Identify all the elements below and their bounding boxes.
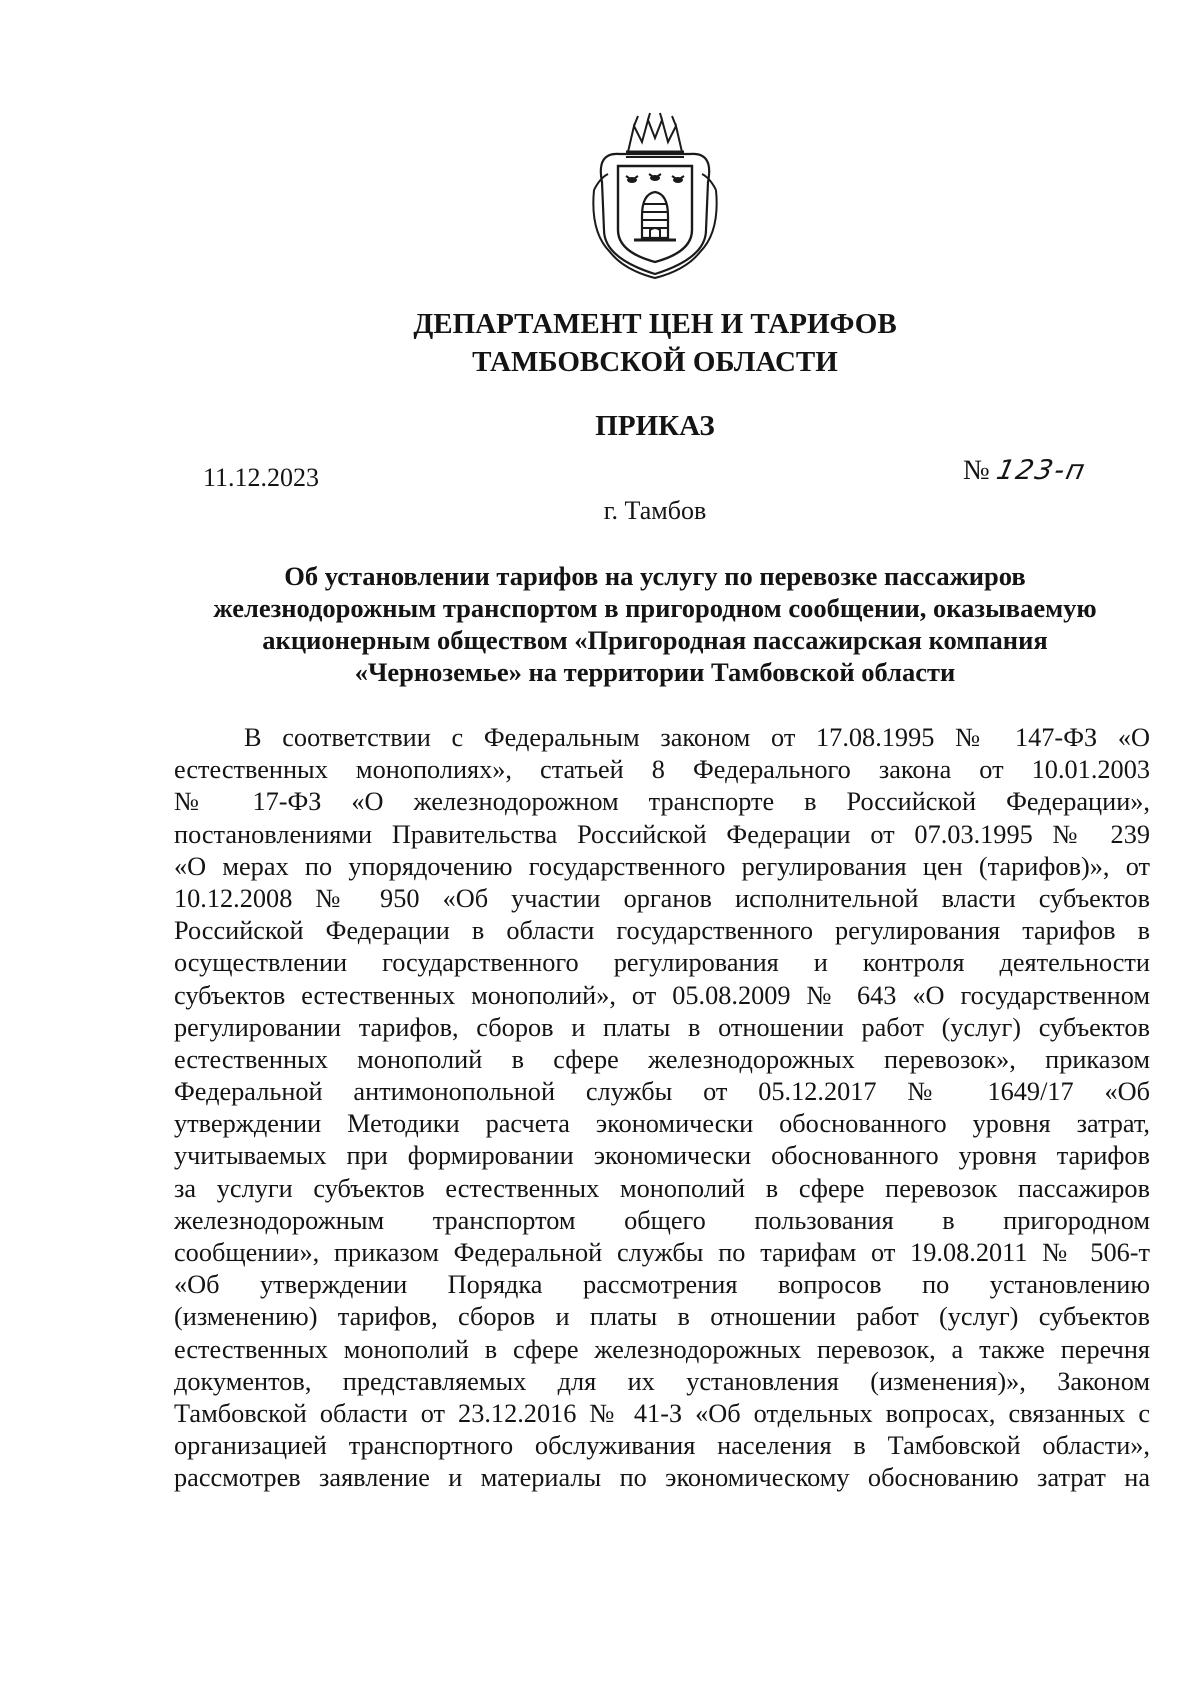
document-heading (180, 560, 1130, 688)
document-body (174, 722, 1150, 1495)
body-line: постановлениями Правительства Российской Федерации от 07.03.1995 № 239 (174, 819, 1150, 849)
body-line: естественных монополиях», статьей 8 Федерального закона от 10.01.2003 (174, 755, 1150, 785)
body-line: учитываемых при формировании экономически обоснованного уровня тарифов (174, 1141, 1150, 1171)
document-type: ПРИКАЗ (595, 410, 715, 442)
body-line: естественных монополий в сфере железнодорожных перевозок», приказом (174, 1044, 1150, 1074)
body-line: регулировании тарифов, сборов и платы в отношении работ (услуг) субъектов (174, 1012, 1150, 1042)
department-name: ДЕПАРТАМЕНТ ЦЕН И ТАРИФОВ ТАМБОВСКОЙ ОБЛАСТИ (413, 308, 897, 378)
body-line: осуществлении государственного регулирования и контроля деятельности (174, 948, 1150, 978)
body-line: № 17-ФЗ «О железнодорожном транспорте в Российской Федерации», (174, 787, 1150, 817)
handwritten-number: 123-п (993, 455, 1089, 486)
heading-line: «Черноземье» на территории Тамбовской области (354, 657, 956, 687)
body-line: (изменению) тарифов, сборов и платы в отношении работ (услуг) субъектов (174, 1302, 1150, 1332)
body-line: «О мерах по упорядочению государственного регулирования цен (тарифов)», от (174, 851, 1150, 881)
body-line: «Об утверждении Порядка рассмотрения вопросов по установлению (174, 1270, 1150, 1300)
body-line: за услуги субъектов естественных монополий в сфере перевозок пассажиров (174, 1173, 1150, 1203)
body-line: В соответствии с Федеральным законом от 17.08.1995 № 147-ФЗ «О (244, 723, 1150, 752)
body-line: 10.12.2008 № 950 «Об участии органов исполнительной власти субъектов (174, 883, 1150, 913)
number-sign: № (963, 455, 990, 486)
body-line: Тамбовской области от 23.12.2016 № 41-З «Об отдельных вопросах, связанных с (174, 1398, 1150, 1428)
body-line: сообщении», приказом Федеральной службы по тарифам от 19.08.2011 № 506-т (174, 1238, 1150, 1267)
document-date: 11.12.2023 (203, 463, 320, 492)
document-city: г. Тамбов (603, 496, 707, 525)
body-line: Российской Федерации в области государственного регулирования тарифов в (174, 916, 1150, 946)
heading-line: Об установлении тарифов на услугу по перевозке пассажиров (284, 561, 1026, 591)
body-line: документов, представляемых для их установления (изменения)», Законом (174, 1366, 1150, 1396)
document-number (963, 455, 1089, 487)
body-line: рассмотрев заявление и материалы по экономическому обоснованию затрат на (174, 1463, 1150, 1493)
body-line: утверждении Методики расчета экономически обоснованного уровня затрат, (174, 1109, 1150, 1139)
tambov-coat-of-arms-icon (590, 112, 720, 280)
heading-line: акционерным обществом «Пригородная пассажирская компания (262, 625, 1048, 655)
body-line: естественных монополий в сфере железнодорожных перевозок, а также перечня (174, 1334, 1150, 1364)
body-line: субъектов естественных монополий», от 05.08.2009 № 643 «О государственном (174, 980, 1150, 1010)
body-line: Федеральной антимонопольной службы от 05.12.2017 № 1649/17 «Об (174, 1077, 1150, 1107)
heading-line: железнодорожным транспортом в пригородном сообщении, оказываемую (213, 593, 1097, 623)
body-line: железнодорожным транспортом общего пользования в пригородном (174, 1205, 1150, 1235)
body-line: организацией транспортного обслуживания населения в Тамбовской области», (174, 1431, 1150, 1461)
